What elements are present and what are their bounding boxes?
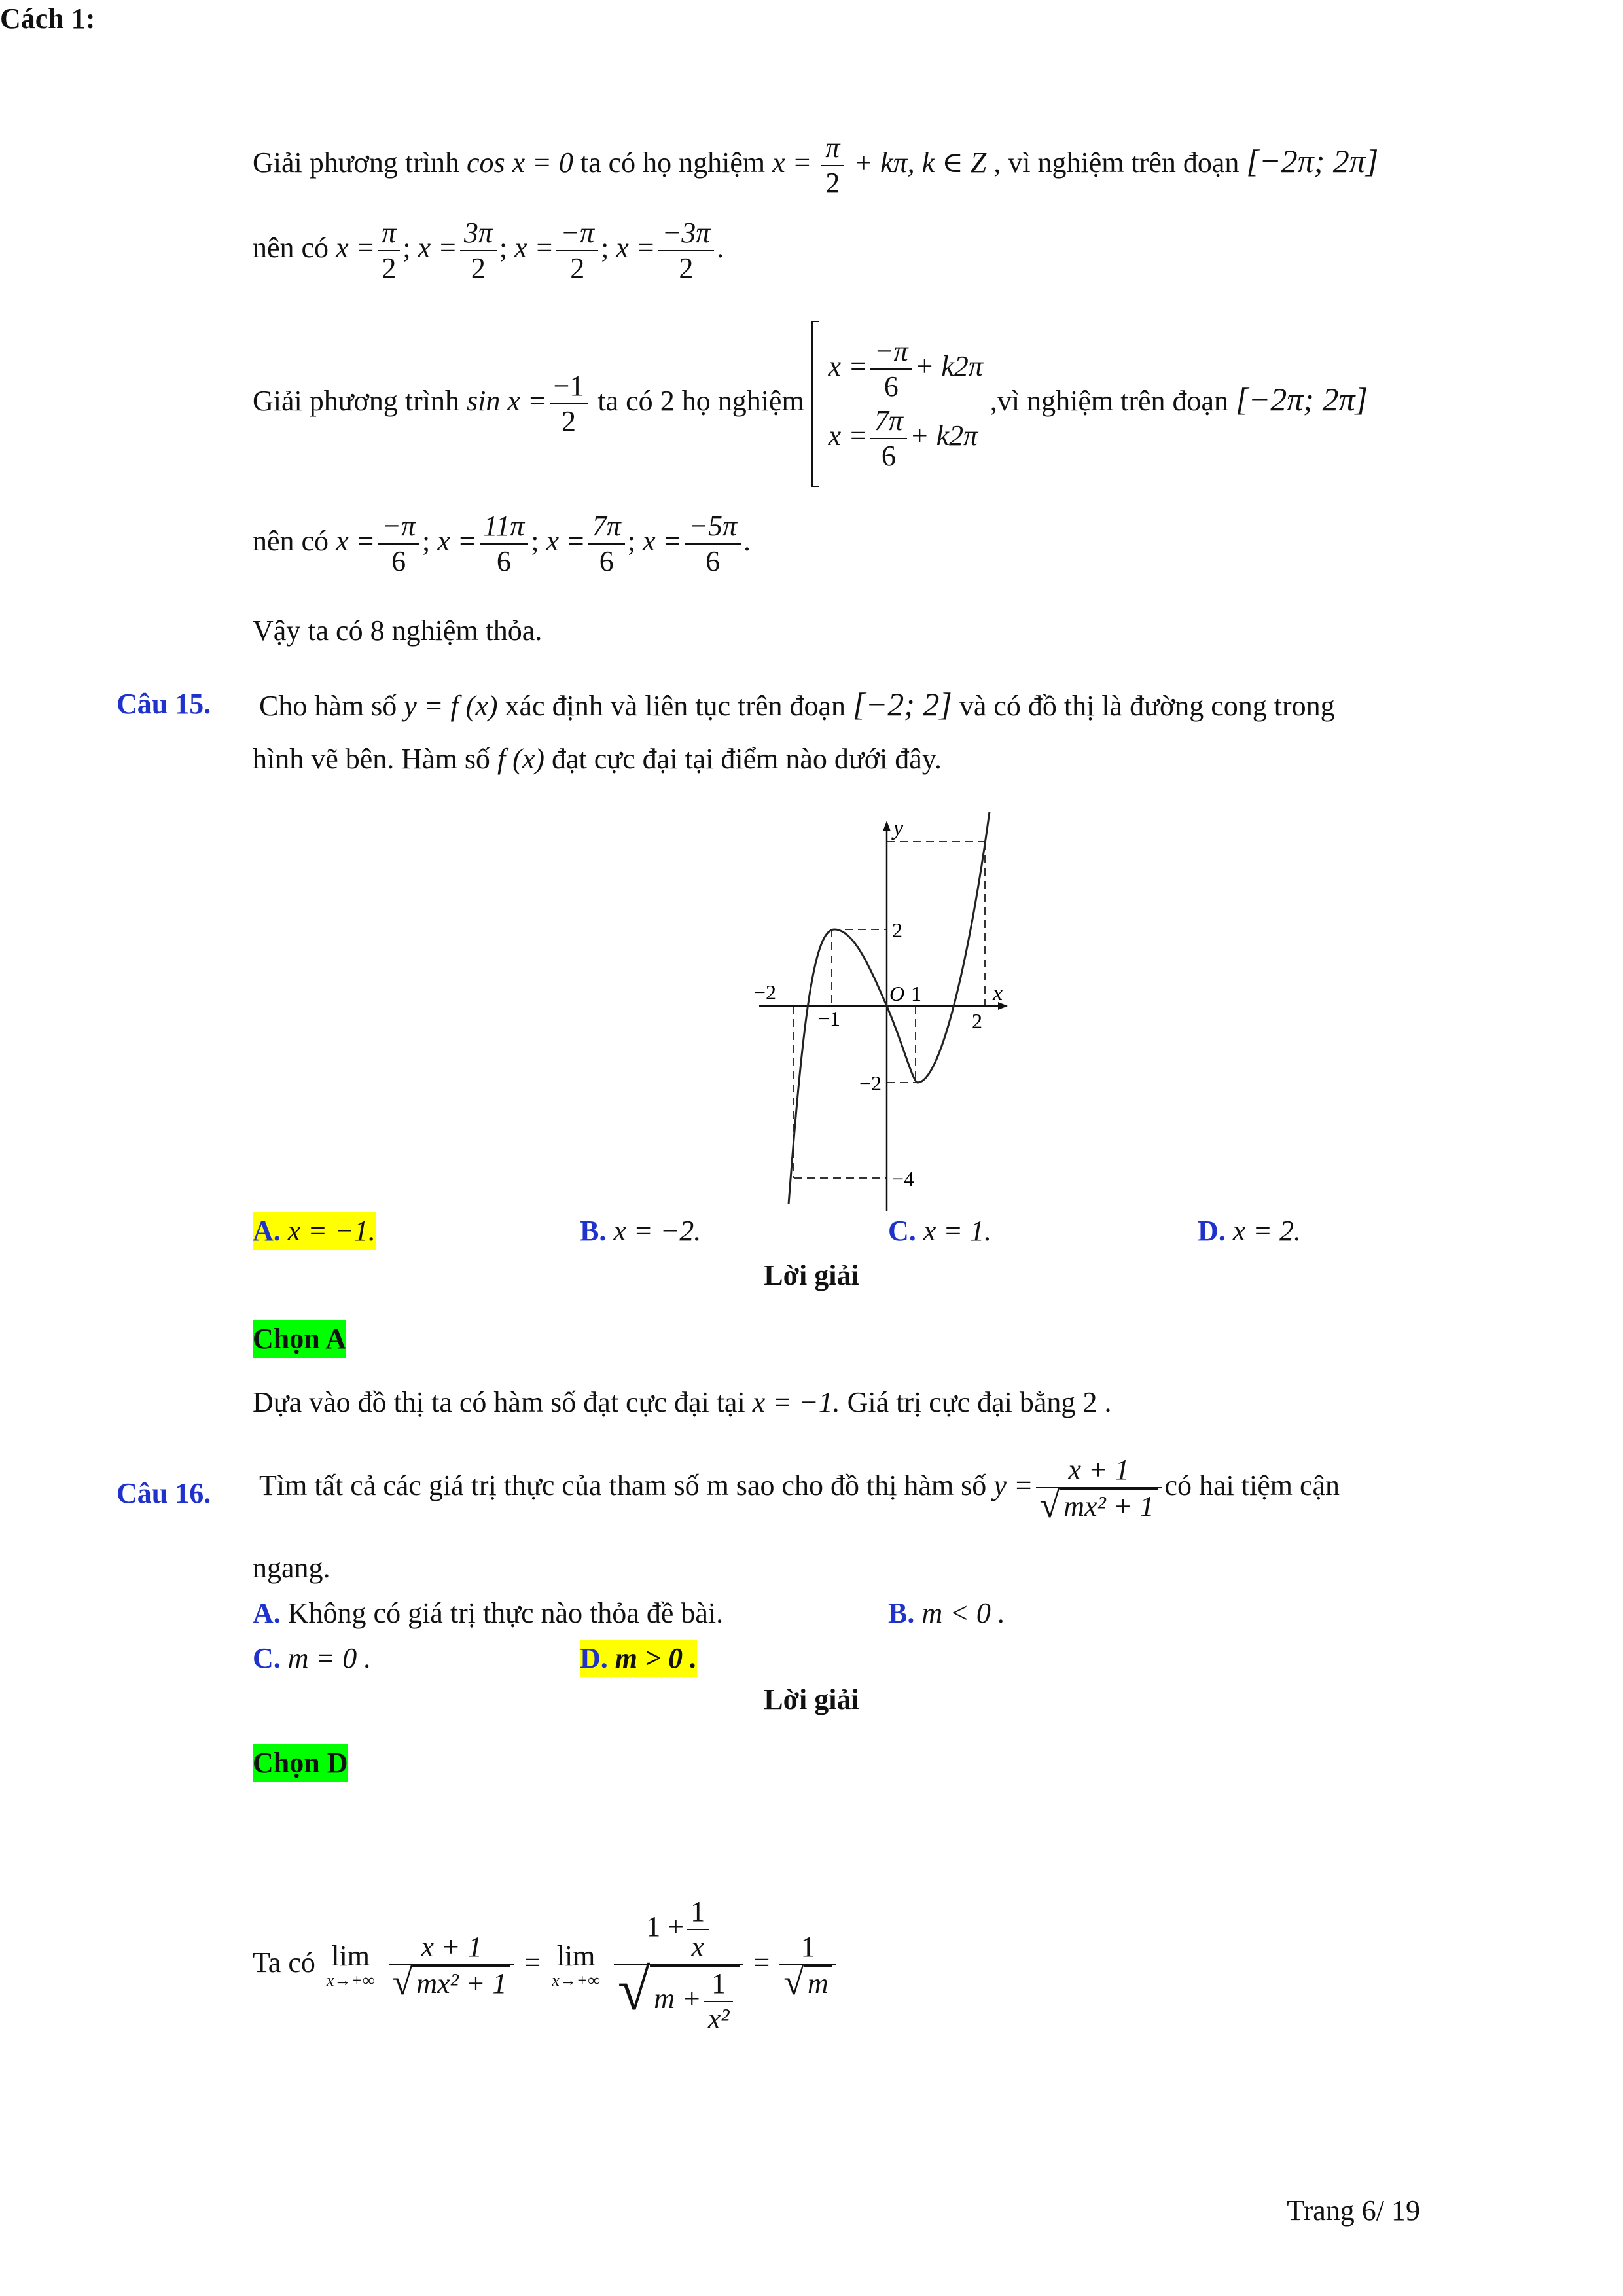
text: và có đồ thị là đường cong trong: [959, 690, 1335, 722]
question-15-line-2: [253, 740, 942, 778]
fraction: [1036, 1453, 1162, 1524]
text: Cho hàm số: [259, 690, 397, 722]
fraction: [460, 216, 497, 285]
y-tick-neg4: −4: [892, 1167, 915, 1191]
sqrt-icon: √: [617, 1958, 651, 2023]
math: x =: [418, 232, 457, 264]
fraction: [556, 216, 598, 285]
x-tick-1: 1: [911, 982, 921, 1005]
question-16-line-2: ngang.: [253, 1552, 330, 1584]
option-letter: C.: [888, 1215, 916, 1247]
radicand: mx² + 1: [1060, 1488, 1158, 1524]
option-letter: D.: [1198, 1215, 1226, 1247]
text: Tìm tất cả các giá trị thực của tham số m sao cho đồ thị hàm số: [259, 1469, 987, 1502]
text: họ nghiệm: [681, 385, 804, 418]
option-text: m < 0 .: [921, 1597, 1005, 1629]
y-tick-2: 2: [892, 918, 902, 942]
option-text: x = 1.: [923, 1215, 992, 1247]
denominator: 6: [496, 545, 511, 577]
text: Ta có: [253, 1946, 315, 1979]
fraction: [480, 509, 529, 579]
denominator: 6: [391, 545, 406, 577]
text: ta có: [597, 385, 653, 418]
math: x =: [772, 147, 812, 179]
text: ,vì nghiệm trên đoạn: [990, 385, 1229, 418]
text: hình vẽ bên. Hàm số: [253, 743, 490, 775]
equals: =: [753, 1946, 770, 1979]
sqrt-icon: √: [1039, 1485, 1060, 1526]
conclusion-line: [253, 612, 542, 650]
option-text: x = −2.: [613, 1215, 702, 1247]
denominator: 2: [679, 252, 694, 284]
system-row-2: [829, 404, 983, 473]
q15-explanation: [253, 1384, 1111, 1422]
q16-option-a[interactable]: [253, 1594, 723, 1632]
fraction: [658, 216, 715, 285]
numerator: 1: [779, 1930, 836, 1965]
q16-option-b[interactable]: [888, 1594, 1005, 1632]
math-interval: [−2π; 2π]: [1246, 143, 1379, 180]
sep: ;: [627, 525, 636, 558]
lim: lim: [331, 1940, 370, 1972]
fraction: [870, 334, 912, 404]
fraction: [821, 131, 844, 200]
text: nên có: [253, 525, 329, 558]
q16-method: Cách 1:: [0, 3, 96, 35]
math: 2: [660, 385, 675, 418]
x-tick-neg2: −2: [754, 980, 777, 1004]
math: + kπ, k ∈ Z: [853, 147, 987, 179]
solution-system: [829, 334, 983, 473]
q16-solution-title: Lời giải: [764, 1683, 859, 1715]
q16-option-c[interactable]: [253, 1640, 371, 1677]
denominator: [1036, 1485, 1162, 1526]
sqrt-icon: √: [783, 1962, 804, 2003]
math-cos-eq: cos x = 0: [466, 147, 573, 179]
option-letter: A.: [253, 1597, 281, 1629]
math: x =: [643, 525, 683, 558]
page-number: Trang 6/ 19: [1287, 2195, 1420, 2227]
numerator: −3π: [658, 216, 715, 251]
denominator: 6: [883, 370, 899, 403]
text: ta có họ nghiệm: [580, 147, 766, 179]
sep: ;: [601, 232, 609, 264]
system-bracket: [812, 321, 819, 487]
q15-solution-title: Lời giải: [764, 1259, 859, 1291]
numerator: π: [821, 131, 844, 166]
q15-choice: Chọn A: [253, 1320, 346, 1358]
question-15-number: Câu 15.: [116, 688, 211, 720]
sep: ;: [531, 525, 539, 558]
solution-values-cos: [253, 216, 724, 285]
option-letter: B.: [580, 1215, 607, 1247]
fraction: [687, 1895, 709, 1964]
y-axis-arrow-icon: [883, 821, 891, 831]
q15-option-d[interactable]: [1198, 1212, 1301, 1250]
text: nên có: [253, 232, 329, 264]
math: 2 .: [1082, 1386, 1112, 1418]
math: x = −1.: [752, 1386, 840, 1418]
denominator: 2: [561, 405, 576, 437]
option-text: x = −1.: [287, 1215, 376, 1247]
question-16-number: Câu 16.: [116, 1477, 211, 1509]
q15-option-a[interactable]: [253, 1212, 376, 1250]
lim-sub: x→+∞: [552, 1971, 600, 1990]
sqrt-icon: √: [392, 1962, 413, 2003]
denominator: 6: [705, 545, 721, 577]
x-tick-2: 2: [972, 1009, 982, 1033]
lim-sub: x→+∞: [326, 1971, 375, 1990]
text: đạt cực đại tại điểm nào dưới đây.: [552, 743, 942, 775]
math: 1 +: [646, 1910, 685, 1943]
option-text: x = 2.: [1232, 1215, 1302, 1247]
system-row-1: [829, 334, 983, 404]
text: có hai tiệm cận: [1164, 1469, 1340, 1502]
sep: ;: [422, 525, 431, 558]
numerator: 1: [687, 1895, 709, 1930]
denominator: 2: [382, 252, 397, 284]
math: y =: [993, 1469, 1033, 1502]
text: nghiệm thỏa.: [391, 615, 543, 647]
limit: [327, 1941, 375, 1990]
fraction: [779, 1930, 836, 2001]
math: x =: [828, 420, 868, 452]
option-text: Không có giá trị thực nào thỏa đề bài.: [287, 1597, 724, 1629]
math-interval: [−2; 2]: [853, 686, 952, 723]
question-16-line-1: [259, 1453, 1340, 1524]
radicand: mx² + 1: [412, 1965, 510, 2001]
numerator: x + 1: [1036, 1453, 1162, 1488]
y-tick-neg2: −2: [859, 1071, 882, 1095]
radicand: m: [804, 1965, 832, 2001]
numerator: −1: [550, 369, 588, 404]
numerator: 11π: [480, 509, 529, 545]
math: + k2π: [909, 420, 978, 452]
text: Giải phương trình: [253, 147, 459, 179]
numerator: −π: [870, 334, 912, 370]
math: x =: [546, 525, 586, 558]
option-letter: B.: [888, 1597, 915, 1629]
sep: ;: [402, 232, 411, 264]
radicand: [650, 1965, 740, 2036]
math: m +: [654, 1982, 702, 2015]
q16-limit-line: [253, 1895, 839, 2036]
denominator: x: [691, 1931, 704, 1963]
option-letter: D.: [580, 1642, 608, 1674]
denominator: 6: [881, 440, 896, 472]
fraction: [378, 509, 419, 579]
option-text: m = 0 .: [287, 1642, 372, 1674]
math: x =: [514, 232, 554, 264]
fraction: [378, 216, 400, 285]
math: f (x): [497, 743, 544, 775]
text: , vì nghiệm trên đoạn: [993, 147, 1240, 179]
numerator: −π: [556, 216, 598, 251]
text: Dựa vào đồ thị ta có hàm số đạt cực đại tại: [253, 1386, 745, 1418]
text: Giá trị cực đại bằng: [847, 1386, 1076, 1418]
math: x =: [616, 232, 656, 264]
fraction: [704, 1967, 734, 2036]
x-tick-neg1: −1: [818, 1007, 841, 1030]
numerator: 7π: [870, 404, 907, 439]
question-15-line-1: [259, 685, 1335, 725]
denominator: 6: [599, 545, 614, 577]
option-letter: C.: [253, 1642, 281, 1674]
text: Giải phương trình: [253, 385, 459, 418]
numerator: 7π: [588, 509, 625, 545]
fraction: [685, 509, 741, 579]
text: xác định và liên tục trên đoạn: [505, 690, 846, 722]
math-interval: [−2π; 2π]: [1236, 381, 1368, 418]
denominator: [614, 1958, 744, 2036]
solution-line-cos: [253, 131, 1378, 200]
q16-choice: Chọn D: [253, 1744, 348, 1782]
origin-label: O: [889, 982, 905, 1005]
q15-option-b[interactable]: [580, 1212, 701, 1250]
limit-2: [552, 1941, 600, 1990]
fraction: [588, 509, 625, 579]
numerator: −5π: [685, 509, 741, 545]
math: 8: [370, 615, 385, 647]
sep: ;: [499, 232, 508, 264]
fraction-complex: [614, 1895, 744, 2036]
fraction: [870, 404, 907, 473]
denominator: [389, 1962, 515, 2003]
option-text: m > 0 .: [615, 1642, 698, 1674]
numerator: π: [378, 216, 400, 251]
numerator: x + 1: [389, 1930, 515, 1965]
function-graph: [746, 812, 1021, 1224]
denominator: x²: [707, 2003, 730, 2035]
denominator: 2: [825, 167, 840, 199]
lim: lim: [556, 1940, 596, 1972]
numerator: 1: [704, 1967, 734, 2002]
math: x =: [828, 350, 868, 383]
numerator: −π: [378, 509, 419, 545]
q15-option-c[interactable]: [888, 1212, 991, 1250]
math: x =: [336, 525, 376, 558]
denominator: 2: [471, 252, 486, 284]
text: Vậy ta có: [253, 615, 363, 647]
q16-option-d[interactable]: [580, 1640, 697, 1677]
math: x =: [437, 525, 477, 558]
math: y = f (x): [404, 690, 498, 722]
denominator: [779, 1962, 836, 2003]
sep: .: [743, 525, 751, 558]
sep: .: [717, 232, 724, 264]
math: sin x =: [466, 385, 547, 418]
y-axis-label: y: [893, 816, 904, 840]
math: x =: [336, 232, 376, 264]
x-axis-label: x: [993, 981, 1003, 1005]
equals: =: [524, 1946, 541, 1979]
fraction: [550, 369, 588, 439]
option-letter: A.: [253, 1215, 281, 1247]
solution-values-sin: [253, 509, 751, 579]
fraction: [389, 1930, 515, 2001]
numerator: [614, 1895, 744, 1965]
denominator: 2: [570, 252, 585, 284]
solution-line-sin: [253, 321, 1368, 487]
numerator: 3π: [460, 216, 497, 251]
math: + k2π: [914, 350, 983, 383]
